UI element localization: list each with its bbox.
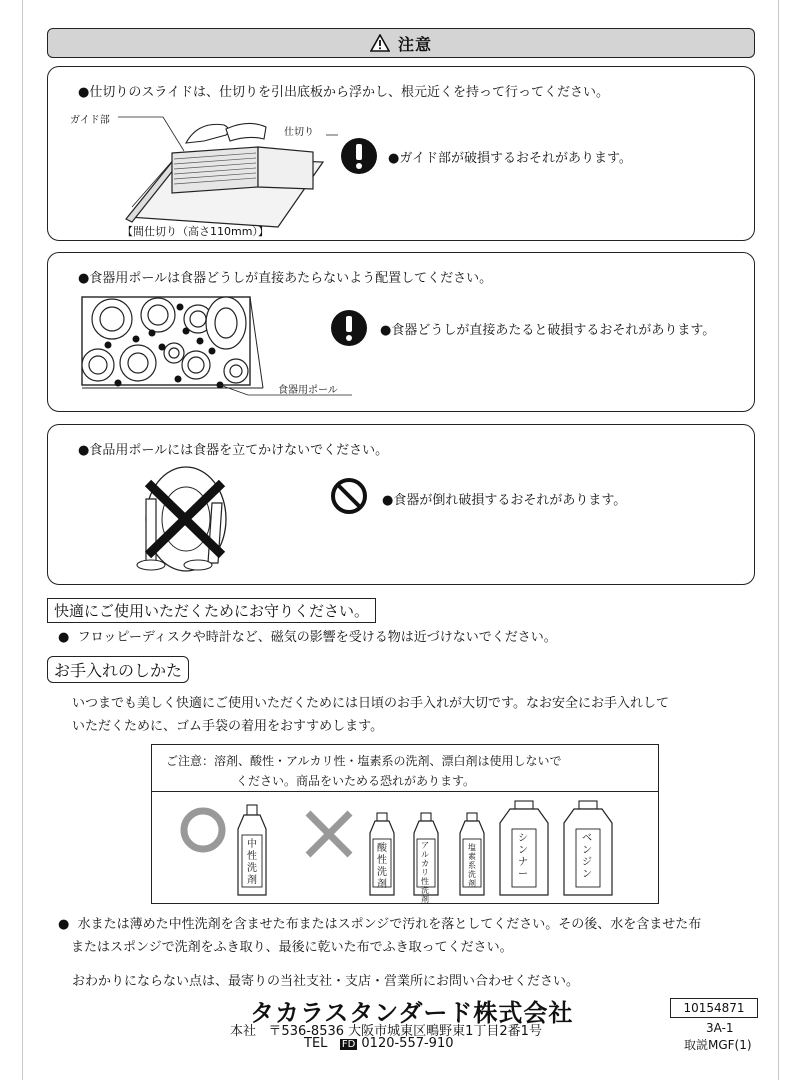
lean-prohibition-box (47, 424, 755, 585)
page-frame-right (778, 0, 779, 1080)
leaning-dish-illustration (128, 457, 238, 575)
revision-code: 3A-1 (706, 1021, 734, 1035)
ok-circle-icon (178, 805, 228, 855)
magnet-bullet (58, 626, 557, 645)
guide-label: ガイド部 (70, 115, 110, 126)
bullet-dot: ● (58, 630, 78, 645)
doc-number-box (670, 998, 758, 1018)
pole-warning-text: ●食器どうしが直接あたると破損するおそれがあります。 (380, 323, 716, 338)
detergent-caution-text (166, 751, 562, 791)
partition-label: 仕切り (284, 127, 314, 138)
caution-line: ください。商品をいためる恐れがあります。 (236, 774, 476, 788)
caution-title: 注意 (397, 34, 432, 54)
tel-label: TEL (304, 1036, 328, 1051)
company-logo: タカラスタンダード株式会社 (250, 999, 574, 1027)
caution-line: ご注意：溶剤、酸性・アルカリ性・塩素系の洗剤、漂白剤は使用しないで (166, 754, 562, 768)
care-paragraph-line: いただくために、ゴム手袋の着用をおすすめします。 (72, 719, 384, 734)
pole-label: 食器用ポール (278, 385, 338, 396)
free-dial-badge: FD (341, 1039, 356, 1050)
bottle-label: 塩素系洗剤 (468, 843, 476, 888)
lean-heading: ●食品用ポールには食器を立てかけないでください。 (78, 443, 389, 458)
exclamation-icon (330, 309, 368, 347)
care-paragraph-line: いつまでも美しく快適にご使用いただくためには日頃のお手入れが大切です。なお安全にお手入れして (72, 696, 669, 711)
tel-line (304, 1036, 454, 1051)
partition-warning-text: ●ガイド部が破損するおそれがあります。 (388, 151, 632, 166)
caution-divider (152, 791, 658, 792)
tel-number: 0120-557-910 (361, 1036, 454, 1051)
bottle-label: ベンジン (582, 833, 592, 880)
page-frame-left (22, 0, 23, 1080)
pole-heading: ●食器用ポールは食器どうしが直接あたらないよう配置してください。 (78, 271, 493, 286)
cleaning-bullet (58, 913, 701, 959)
hq-label: 本社 (230, 1024, 257, 1039)
address-text: 〒536-8536 大阪市城東区鴫野東1丁目2番1号 (268, 1024, 542, 1039)
ng-cross-icon (302, 807, 356, 861)
warning-triangle-icon (370, 34, 390, 52)
care-title: お手入れのしかた (47, 656, 189, 683)
partition-heading: ●仕切りのスライドは、仕切りを引出底板から浮かし、根元近くを持って行ってください。 (78, 85, 609, 100)
safe-use-title: 快適にご使用いただくためにお守りください。 (47, 598, 376, 623)
doc-number: 10154871 (683, 1001, 745, 1015)
bottle-label: アルカリ性洗剤 (421, 841, 429, 904)
bottle-label: 中性洗剤 (247, 839, 257, 886)
partition-warning-box (47, 66, 755, 241)
exclamation-icon (340, 137, 378, 175)
cleaning-line: 水または薄めた中性洗剤を含ませた布またはスポンジで汚れを落としてください。その後、水を含ませた布 (77, 917, 702, 932)
care-paragraph (72, 692, 669, 738)
lean-warning-text: ●食器が倒れ破損するおそれがあります。 (382, 493, 627, 508)
bottle-label: シンナー (518, 833, 528, 880)
detergent-caution-box (151, 744, 659, 904)
pole-placement-box (47, 252, 755, 412)
partition-caption: 【間仕切り（高さ110mm）】 (122, 225, 269, 238)
manual-code: 取説MGF(1) (684, 1038, 752, 1052)
caution-header (47, 28, 755, 58)
prohibited-icon (330, 477, 368, 515)
cleaning-line: またはスポンジで洗剤をふき取り、最後に乾いた布でふき取ってください。 (71, 940, 513, 955)
bullet-dot: ● (58, 917, 78, 932)
bottle-label: 酸性洗剤 (377, 843, 387, 890)
inquiry-text: おわかりにならない点は、最寄りの当社支社・支店・営業所にお問い合わせください。 (72, 974, 580, 989)
magnet-text: フロッピーディスクや時計など、磁気の影響を受ける物は近づけないでください。 (77, 630, 557, 645)
